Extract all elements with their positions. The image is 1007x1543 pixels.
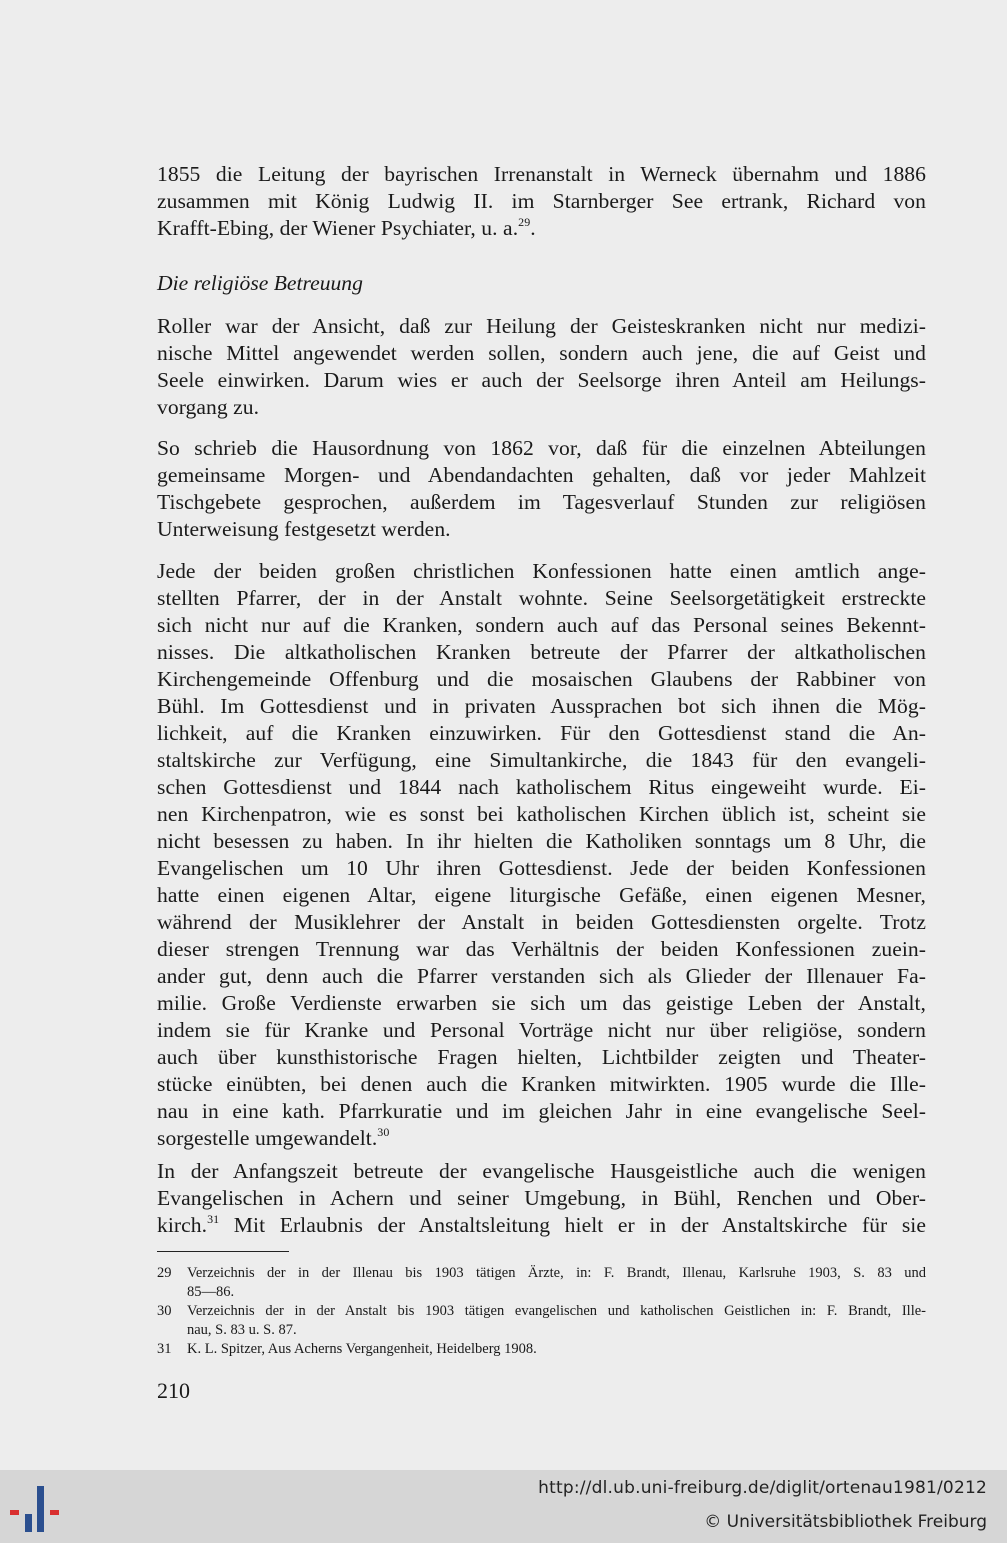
footnote-line: 85—86. — [187, 1284, 235, 1300]
text-line: vorgang zu. — [157, 395, 260, 419]
paragraph-1 — [157, 161, 926, 242]
text-line: nen Kirchenpatron, wie es sonst bei katholischen Kirchen üblich ist, scheint sie — [157, 802, 926, 826]
text-line: Evangelischen um 10 Uhr ihren Gottesdienst. Jede der beiden Konfessionen — [157, 856, 926, 880]
text-line: während der Musiklehrer der Anstalt in beiden Gottesdiensten orgelte. Trotz — [157, 910, 926, 934]
text-line: Jede der beiden großen christlichen Konfessionen hatte einen amtlich ange- — [157, 559, 926, 583]
text-line: stellten Pfarrer, der in der Anstalt wohnte. Seine Seelsorgetätigkeit erstreckte — [157, 586, 926, 610]
text-line: Seele einwirken. Darum wies er auch der Seelsorge ihren Anteil am Heilungs- — [157, 368, 926, 392]
footnote — [157, 1302, 926, 1340]
footnote — [157, 1264, 926, 1302]
footnote-ref[interactable]: 29 — [518, 215, 531, 229]
text-line: indem sie für Kranke und Personal Vorträge nicht nur über religiöse, sondern — [157, 1018, 926, 1042]
footnote-line: Verzeichnis der in der Illenau bis 1903 tätigen Ärzte, in: F. Brandt, Illenau, Karlsruhe 1903, S. 83 und — [187, 1265, 926, 1281]
text-line: ander gut, denn auch die Pfarrer verstanden sich als Glieder der Illenauer Fa- — [157, 964, 926, 988]
text-line: auch über kunsthistorische Fragen hielten, Lichtbilder zeigten und Theater- — [157, 1045, 926, 1069]
text-line: Tischgebete gesprochen, außerdem im Tagesverlauf Stunden zur religiösen — [157, 490, 926, 514]
text-line: staltskirche zur Verfügung, eine Simultankirche, die 1843 für den evangeli- — [157, 748, 926, 772]
text-line: nicht besessen zu haben. In ihr hielten die Katholiken sonntags um 8 Uhr, die — [157, 829, 926, 853]
section-heading: Die religiöse Betreuung — [157, 271, 363, 295]
footer-bar — [0, 1470, 1007, 1543]
text-line: dieser strengen Trennung war das Verhältnis der beiden Konfessionen zuein- — [157, 937, 926, 961]
footnote-ref[interactable]: 30 — [377, 1125, 390, 1139]
footnote-line: Verzeichnis der in der Anstalt bis 1903 tätigen evangelischen und katholischen Geistlichen in: F. Brandt, Ille- — [187, 1303, 926, 1319]
text-line: sorgestelle umgewandelt.$^{30}$ — [157, 1125, 390, 1150]
text-line: milie. Große Verdienste erwarben sie sich um das geistige Leben der Anstalt, — [157, 991, 926, 1015]
text-line: nisses. Die altkatholischen Kranken betreute der Pfarrer der altkatholischen — [157, 640, 926, 664]
paragraph-5 — [157, 1158, 926, 1239]
footnotes — [157, 1264, 926, 1359]
text-line: sich nicht nur auf die Kranken, sondern auch auf das Personal seines Bekennt- — [157, 613, 926, 637]
text-line: In der Anfangszeit betreute der evangelische Hausgeistliche auch die wenigen — [157, 1159, 926, 1183]
footnote-ref[interactable]: 31 — [207, 1212, 220, 1226]
text-line: nau in eine kath. Pfarrkuratie und im gleichen Jahr in eine evangelische Seel- — [157, 1099, 926, 1123]
text-line: zusammen mit König Ludwig II. im Starnberger See ertrank, Richard von — [157, 189, 926, 213]
text-line: Kirchengemeinde Offenburg und die mosaischen Glaubens der Rabbiner von — [157, 667, 926, 691]
text-line: Roller war der Ansicht, daß zur Heilung der Geisteskranken nicht nur medizi- — [157, 314, 926, 338]
footnote-number: 31 — [157, 1341, 172, 1357]
page-number: 210 — [157, 1378, 190, 1403]
footnote-number: 30 — [157, 1303, 172, 1319]
text-line: So schrieb die Hausordnung von 1862 vor, daß für die einzelnen Abteilungen — [157, 436, 926, 460]
text-line: Bühl. Im Gottesdienst und in privaten Aussprachen bot sich ihnen die Mög- — [157, 694, 926, 718]
footnote-line: K. L. Spitzer, Aus Acherns Vergangenheit, Heidelberg 1908. — [187, 1341, 537, 1357]
text-line: nische Mittel angewendet werden sollen, sondern auch jene, die auf Geist und — [157, 341, 926, 365]
text-line: hatte einen eigenen Altar, eigene liturgische Gefäße, einen eigenen Mesner, — [157, 883, 926, 907]
footnote-number: 29 — [157, 1265, 172, 1281]
text-line: gemeinsame Morgen- und Abendandachten gehalten, daß vor jeder Mahlzeit — [157, 463, 926, 487]
text-line: stücke einübten, bei denen auch die Kranken mitwirkten. 1905 wurde die Ille- — [157, 1072, 926, 1096]
permalink-url[interactable]: http://dl.ub.uni-freiburg.de/diglit/ortenau1981/0212 — [538, 1478, 987, 1498]
text-line: schen Gottesdienst und 1844 nach katholischem Ritus eingeweiht wurde. Ei- — [157, 775, 926, 799]
text-line: Krafft-Ebing, der Wiener Psychiater, u. a.$^{29}$. — [157, 215, 536, 240]
footnote-line: nau, S. 83 u. S. 87. — [187, 1322, 297, 1338]
footnote-separator — [157, 1251, 289, 1252]
text-line: lichkeit, auf die Kranken einzuwirken. Für den Gottesdienst stand die An- — [157, 721, 926, 745]
text-line: 1855 die Leitung der bayrischen Irrenanstalt in Werneck übernahm und 1886 — [157, 162, 926, 186]
paragraph-3 — [157, 435, 926, 543]
text-line: kirch.$^{31}$ Mit Erlaubnis der Anstaltsleitung hielt er in der Anstaltskirche für sie — [157, 1212, 926, 1237]
copyright-notice: © Universitätsbibliothek Freiburg — [704, 1512, 987, 1532]
text-line: Evangelischen in Achern und seiner Umgebung, in Bühl, Renchen und Ober- — [157, 1186, 926, 1210]
text-line: Unterweisung festgesetzt werden. — [157, 517, 451, 541]
footnote — [157, 1340, 926, 1359]
ub-freiburg-logo-icon[interactable] — [10, 1484, 66, 1534]
paragraph-2 — [157, 313, 926, 421]
paragraph-4 — [157, 558, 926, 1152]
